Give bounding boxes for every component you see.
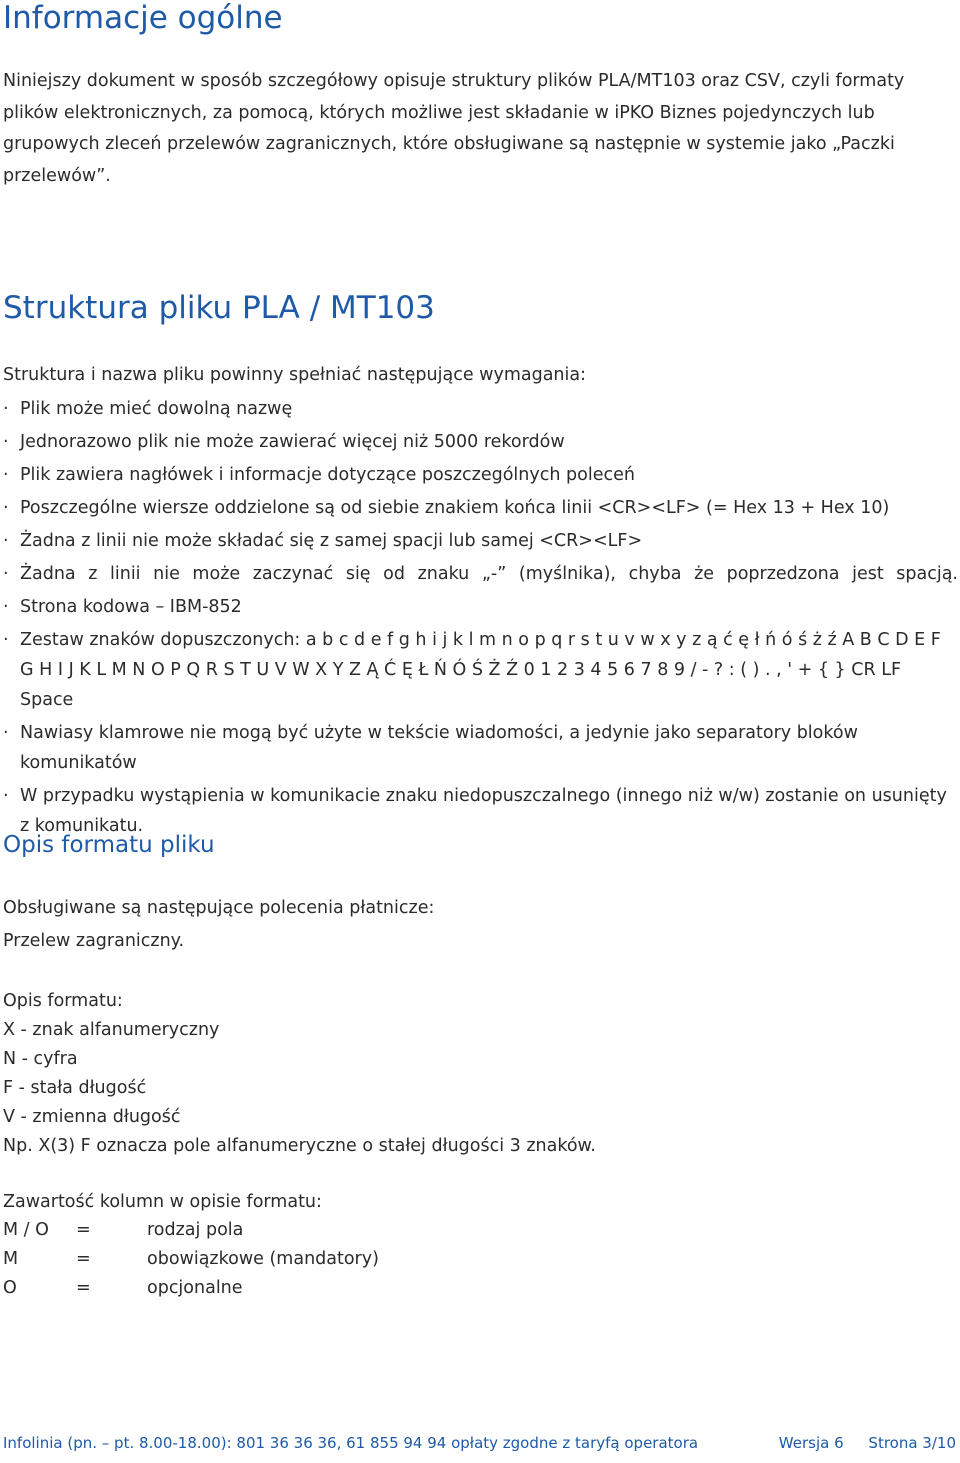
- list-item: · Strona kodowa – IBM-852: [3, 592, 958, 622]
- page-footer: [3, 1434, 956, 1452]
- footer-page-number: Strona 3/10: [868, 1434, 956, 1452]
- format-desc-title: Opis formatu:: [3, 991, 123, 1011]
- definition-value: obowiązkowe (mandatory): [147, 1249, 379, 1269]
- definition-value: rodzaj pola: [147, 1220, 244, 1240]
- format-legend-item: F - stała długość: [3, 1078, 147, 1098]
- definition-key: O: [3, 1278, 17, 1298]
- list-item: · Plik może mieć dowolną nazwę: [3, 394, 958, 424]
- heading-structure: Struktura pliku PLA / MT103: [3, 290, 435, 326]
- definition-key: M: [3, 1249, 19, 1269]
- list-item: · Nawiasy klamrowe nie mogą być użyte w tekście wiadomości, a jedynie jako separatory bloków komunikatów: [3, 718, 958, 778]
- definition-equals: =: [76, 1278, 91, 1298]
- list-item: · Żadna z linii nie może zaczynać się od znaku „-” (myślnika), chyba że poprzedzona jest spacją.: [3, 559, 958, 589]
- definition-row: [3, 1274, 379, 1303]
- heading-format: Opis formatu pliku: [3, 832, 215, 858]
- intro-paragraph: Niniejszy dokument w sposób szczegółowy opisuje struktury plików PLA/MT103 oraz CSV, czyli formaty plików elektronicznych, za pomocą, których możliwe jest składanie w iPKO Biznes pojedynczych lub grupowych zleceń przelewów zagranicznych, które obsługiwane są następnie w systemie jako „Paczki przelewów”.: [3, 71, 905, 186]
- list-item: · Jednorazowo plik nie może zawierać więcej niż 5000 rekordów: [3, 427, 958, 457]
- structure-lead: Struktura i nazwa pliku powinny spełniać następujące wymagania:: [3, 365, 586, 385]
- list-item: · Żadna z linii nie może składać się z samej spacji lub samej <CR><LF>: [3, 526, 958, 556]
- definition-equals: =: [76, 1249, 91, 1269]
- requirements-list: [3, 394, 958, 844]
- list-item: · Poszczególne wiersze oddzielone są od siebie znakiem końca linii <CR><LF> (= Hex 13 + Hex 10): [3, 493, 958, 523]
- format-legend-item: N - cyfra: [3, 1049, 78, 1069]
- list-item: · Plik zawiera nagłówek i informacje dotyczące poszczególnych poleceń: [3, 460, 958, 490]
- list-item: · Zestaw znaków dopuszczonych: a b c d e f g h i j k l m n o p q r s t u v w x y z ą ć ę ł ń ó ś ż ź A B C D E F G H I J K L M N O P Q R S T U V W X Y Z Ą Ć Ę Ł Ń Ó Ś Ż Ź 0 1 2 3 4 5 6 7 8 9 / - ? : ( ) . , ' + { } CR LF Space: [3, 625, 958, 715]
- payer-commands-value: Przelew zagraniczny.: [3, 931, 185, 951]
- format-legend-item: X - znak alfanumeryczny: [3, 1020, 220, 1040]
- definition-row: [3, 1216, 379, 1245]
- definition-equals: =: [76, 1220, 91, 1240]
- footer-contact: Infolinia (pn. – pt. 8.00-18.00): 801 36 36 36, 61 855 94 94 opłaty zgodne z taryfą operatora: [3, 1434, 699, 1452]
- definition-key: M / O: [3, 1220, 49, 1240]
- footer-right: [759, 1434, 956, 1452]
- list-item: · W przypadku wystąpienia w komunikacie znaku niedopuszczalnego (innego niż w/w) zostanie on usunięty z komunikatu.: [3, 781, 958, 841]
- column-definitions: [3, 1216, 379, 1303]
- definition-row: [3, 1245, 379, 1274]
- format-legend-item: V - zmienna długość: [3, 1107, 181, 1127]
- footer-version: Wersja 6: [778, 1434, 844, 1452]
- format-legend-example: Np. X(3) F oznacza pole alfanumeryczne o stałej długości 3 znaków.: [3, 1136, 596, 1156]
- heading-general: Informacje ogólne: [3, 0, 283, 36]
- columns-title: Zawartość kolumn w opisie formatu:: [3, 1192, 322, 1212]
- payer-commands-label: Obsługiwane są następujące polecenia płatnicze:: [3, 898, 435, 918]
- definition-value: opcjonalne: [147, 1278, 243, 1298]
